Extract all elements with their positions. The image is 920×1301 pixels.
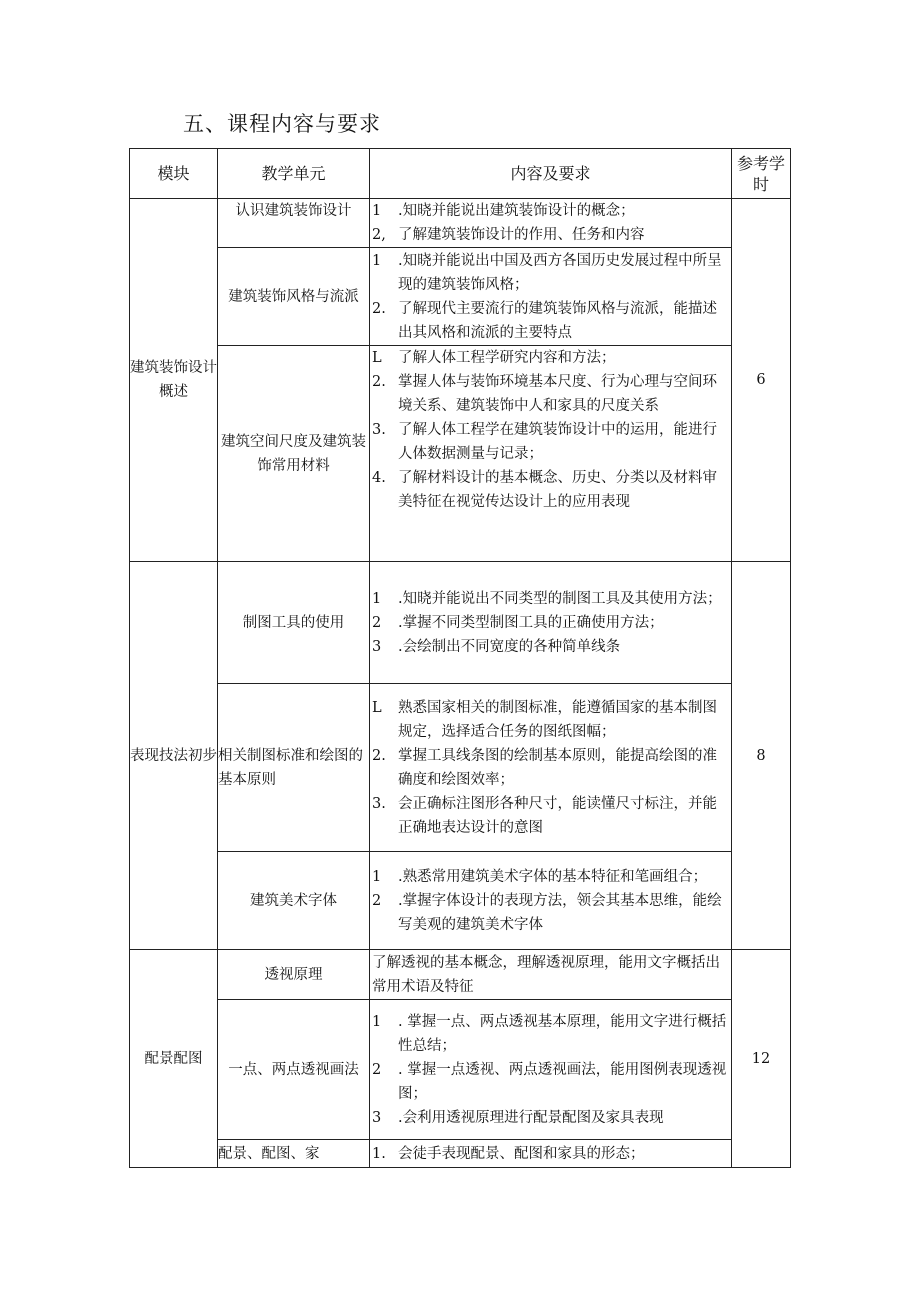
table-row — [130, 852, 791, 950]
item-text: .熟悉常用建筑美术字体的基本特征和笔画组合； — [398, 868, 708, 885]
unit-name: 配景、配图、家 — [218, 1140, 370, 1168]
table-row — [130, 950, 791, 1000]
item-text: . 掌握一点、两点透视基本原理，能用文字进行概括性总结； — [398, 1013, 727, 1054]
unit-name: 相关制图标准和绘图的基本原则 — [218, 684, 370, 852]
item-text: .会绘制出不同宽度的各种简单线条 — [398, 638, 621, 655]
item-number: 2 — [372, 1061, 382, 1078]
content-item — [372, 466, 729, 514]
content-item — [372, 223, 729, 247]
item-number: 2. — [372, 747, 386, 764]
unit-name: 认识建筑装饰设计 — [218, 199, 370, 248]
item-text: .知晓并能说出建筑装饰设计的概念； — [398, 203, 635, 219]
table-row — [130, 248, 791, 346]
item-number: 1 — [372, 203, 382, 219]
table-row — [130, 684, 791, 852]
item-number: 3. — [372, 422, 386, 438]
item-text: . 掌握一点透视、两点透视画法，能用图例表现透视图； — [398, 1061, 727, 1102]
header-unit: 教学单元 — [218, 149, 370, 199]
item-text: .会利用透视原理进行配景配图及家具表现 — [398, 1109, 664, 1126]
item-text: 熟悉国家相关的制图标准，能遵循国家的基本制图规定，选择适合任务的图纸图幅； — [398, 699, 717, 740]
content-item — [372, 792, 729, 840]
item-text: 了解人体工程学在建筑装饰设计中的运用，能进行人体数据测量与记录； — [398, 422, 717, 462]
module-name: 配景配图 — [130, 950, 218, 1168]
unit-content — [370, 248, 732, 346]
content-item — [372, 1010, 729, 1058]
item-number: 3 — [372, 1109, 382, 1126]
item-number: 2 — [372, 892, 382, 909]
item-text: 了解人体工程学研究内容和方法； — [398, 350, 616, 366]
item-number: 2 — [372, 614, 382, 631]
item-number: L — [372, 699, 382, 716]
unit-name: 建筑装饰风格与流派 — [218, 248, 370, 346]
item-text: 了解材料设计的基本概念、历史、分类以及材料审美特征在视觉传达设计上的应用表现 — [398, 470, 717, 510]
content-item — [372, 199, 729, 223]
item-number: 3. — [372, 795, 386, 812]
table-row — [130, 199, 791, 248]
item-number: 4. — [372, 470, 386, 486]
table-row — [130, 562, 791, 684]
content-item — [372, 249, 729, 297]
item-text: 了解建筑装饰设计的作用、任务和内容 — [398, 227, 645, 243]
module-name: 表现技法初步 — [130, 562, 218, 950]
item-text: 掌握人体与装饰环境基本尺度、行为心理与空间环境关系、建筑装饰中人和家具的尺度关系 — [398, 374, 717, 414]
item-text: .知晓并能说出中国及西方各国历史发展过程中所呈现的建筑装饰风格； — [398, 252, 722, 293]
content-item — [372, 865, 729, 889]
item-number: 2, — [372, 227, 386, 243]
course-content-table — [129, 148, 791, 1168]
content-item — [372, 635, 729, 659]
item-number: 2. — [372, 300, 386, 317]
header-content: 内容及要求 — [370, 149, 732, 199]
table-header-row — [130, 149, 791, 199]
unit-content — [370, 199, 732, 248]
unit-name: 建筑空间尺度及建筑装饰常用材料 — [218, 346, 370, 562]
content-item — [372, 370, 729, 418]
content-item — [372, 889, 729, 937]
item-text: .掌握不同类型制图工具的正确使用方法； — [398, 614, 664, 631]
module-hours: 6 — [732, 199, 791, 562]
table-row — [130, 1140, 791, 1168]
item-number: 1 — [372, 868, 382, 885]
item-number: 1 — [372, 1013, 382, 1030]
section-title: 五、课程内容与要求 — [183, 112, 381, 136]
module-hours: 8 — [732, 562, 791, 950]
item-text: 会徒手表现配景、配图和家具的形态； — [398, 1145, 645, 1162]
content-item — [372, 611, 729, 635]
unit-content — [370, 562, 732, 684]
item-number: L — [372, 350, 382, 366]
content-item: 了解透视的基本概念，理解透视原理，能用文字概括出常用术语及特征 — [372, 954, 720, 995]
item-number: 1. — [372, 1145, 386, 1162]
table-row — [130, 346, 791, 562]
unit-content — [370, 852, 732, 950]
module-name: 建筑装饰设计概述 — [130, 199, 218, 562]
content-item — [372, 744, 729, 792]
item-text: 会正确标注图形各种尺寸，能读懂尺寸标注，并能正确地表达设计的意图 — [398, 795, 717, 836]
content-item — [372, 418, 729, 466]
item-text: 了解现代主要流行的建筑装饰风格与流派，能描述出其风格和流派的主要特点 — [398, 300, 717, 341]
item-number: 1 — [372, 252, 382, 269]
content-item — [372, 346, 729, 370]
content-item — [372, 1058, 729, 1106]
content-item — [372, 696, 729, 744]
header-module: 模块 — [130, 149, 218, 199]
item-number: 2. — [372, 374, 386, 390]
item-text: .掌握字体设计的表现方法，领会其基本思维，能绘写美观的建筑美术字体 — [398, 892, 722, 933]
content-item — [372, 1142, 729, 1166]
content-item — [372, 297, 729, 345]
unit-name: 一点、两点透视画法 — [218, 1000, 370, 1140]
content-item — [372, 587, 729, 611]
table-row — [130, 1000, 791, 1140]
item-number: 1 — [372, 590, 382, 607]
unit-content — [370, 684, 732, 852]
unit-content — [370, 1140, 732, 1168]
unit-name: 建筑美术字体 — [218, 852, 370, 950]
item-text: 掌握工具线条图的绘制基本原则，能提高绘图的准确度和绘图效率； — [398, 747, 717, 788]
unit-name: 透视原理 — [218, 950, 370, 1000]
module-hours: 12 — [732, 950, 791, 1168]
item-number: 3 — [372, 638, 382, 655]
item-text: .知晓并能说出不同类型的制图工具及其使用方法； — [398, 590, 722, 607]
header-hours: 参考学时 — [732, 149, 791, 199]
content-item — [372, 1106, 729, 1130]
unit-content — [370, 346, 732, 562]
unit-name: 制图工具的使用 — [218, 562, 370, 684]
unit-content — [370, 1000, 732, 1140]
unit-content — [370, 950, 732, 1000]
